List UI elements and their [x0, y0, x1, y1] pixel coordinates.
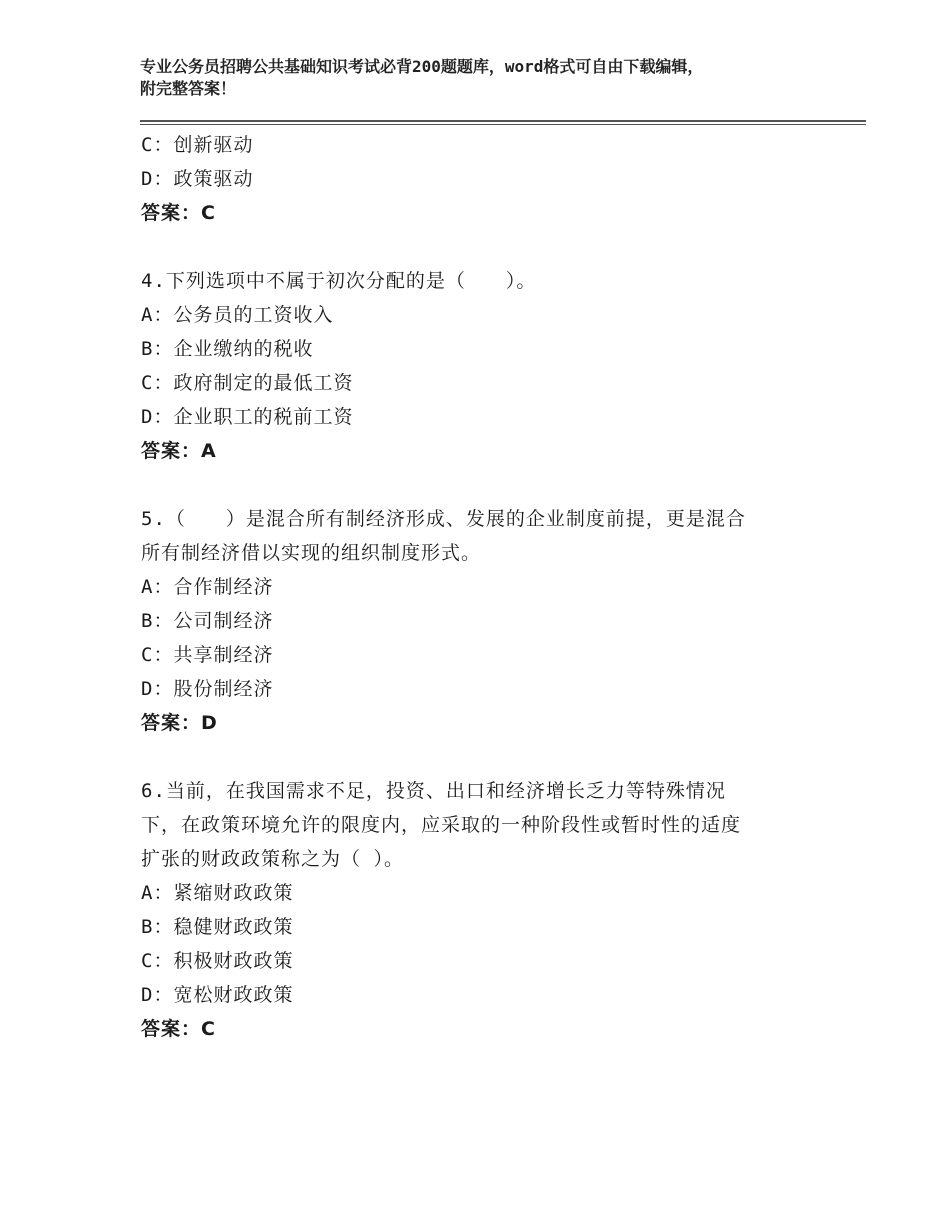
question-stem: 5.（ ）是混合所有制经济形成、发展的企业制度前提，更是混合 [141, 508, 746, 530]
option-b: B：企业缴纳的税收 [141, 338, 314, 360]
header-divider-thin [140, 124, 866, 125]
option-d: D：股份制经济 [141, 678, 274, 700]
header-divider-thick [140, 120, 866, 122]
option-c: C：积极财政政策 [141, 950, 294, 972]
answer-line: 答案：A [141, 440, 217, 462]
option-c: C：创新驱动 [141, 134, 254, 156]
question-stem: 下，在政策环境允许的限度内，应采取的一种阶段性或暂时性的适度 [141, 814, 742, 836]
option-d: D：政策驱动 [141, 168, 254, 190]
question-stem: 6.当前，在我国需求不足，投资、出口和经济增长乏力等特殊情况 [141, 780, 726, 802]
answer-line: 答案：C [141, 202, 216, 224]
question-stem: 所有制经济借以实现的组织制度形式。 [141, 542, 482, 564]
option-a: A：公务员的工资收入 [141, 304, 334, 326]
question-5 [141, 502, 841, 740]
question-3-continuation [141, 128, 841, 230]
answer-line: 答案：C [141, 1018, 216, 1040]
option-c: C：政府制定的最低工资 [141, 372, 354, 394]
question-stem: 4.下列选项中不属于初次分配的是（ ）。 [141, 270, 537, 292]
document-header [140, 56, 840, 100]
answer-line: 答案：D [141, 712, 218, 734]
question-stem: 扩张的财政政策称之为（ ）。 [141, 848, 404, 870]
option-d: D：宽松财政政策 [141, 984, 294, 1006]
spacer [141, 468, 841, 502]
header-line-1: 专业公务员招聘公共基础知识考试必背200题题库，word格式可自由下载编辑， [140, 57, 704, 76]
question-6 [141, 774, 841, 1046]
spacer [141, 740, 841, 774]
header-line-2: 附完整答案！ [140, 79, 237, 98]
option-c: C：共享制经济 [141, 644, 274, 666]
option-b: B：公司制经济 [141, 610, 274, 632]
option-a: A：合作制经济 [141, 576, 274, 598]
option-d: D：企业职工的税前工资 [141, 406, 354, 428]
document-body [141, 128, 841, 1046]
option-a: A：紧缩财政政策 [141, 882, 294, 904]
option-b: B：稳健财政政策 [141, 916, 294, 938]
question-4 [141, 264, 841, 468]
spacer [141, 230, 841, 264]
